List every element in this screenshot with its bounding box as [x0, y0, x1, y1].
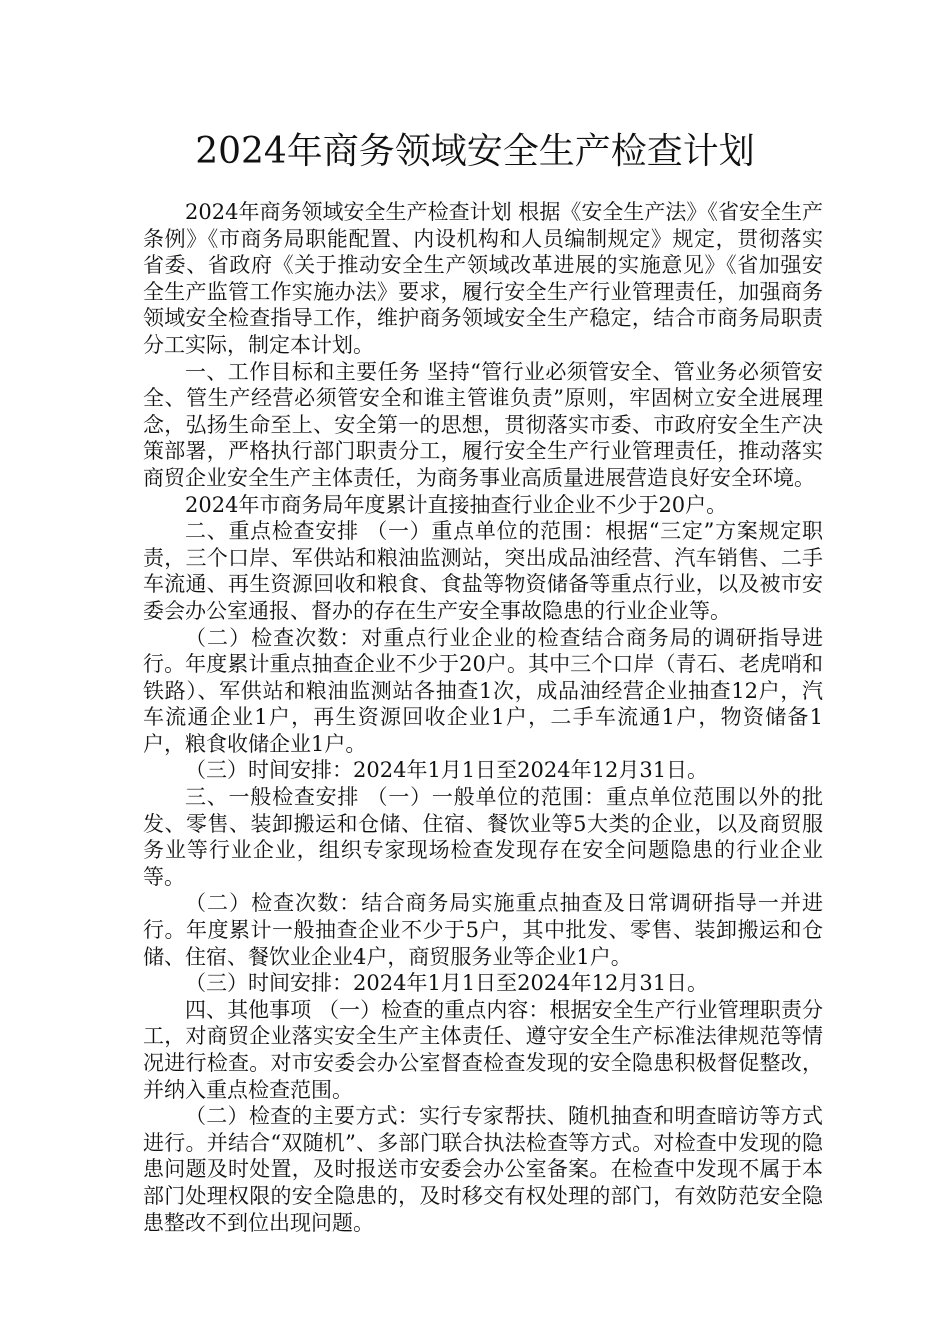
paragraph-section-3-schedule: （三）时间安排：2024年1月1日至2024年12月31日。 [185, 971, 709, 996]
paragraph-section-4-content: 四、其他事项 （一）检查的重点内容：根据安全生产行业管理职责分工，对商贸企业落实安全生产主体责任、遵守安全生产标准法律规范等情况进行检查。对市安委会办公室督查检查发现的安全隐患积极督促整改，并纳入重点检查范围。 [143, 997, 823, 1102]
paragraph-section-1: 一、工作目标和主要任务 坚持“管行业必须管安全、管业务必须管安全、管生产经营必须管安全和谁主管谁负责”原则，牢固树立安全进展理念，弘扬生命至上、安全第一的思想，贯彻落实市委、市政府安全生产决策部署，严格执行部门职责分工，履行安全生产行业管理责任，推动落实商贸企业安全生产主体责任，为商务事业高质量进展营造良好安全环境。 [143, 359, 823, 490]
paragraph-section-3-scope: 三、一般检查安排 （一）一般单位的范围：重点单位范围以外的批发、零售、装卸搬运和仓储、住宿、餐饮业等5大类的企业，以及商贸服务业等行业企业，组织专家现场检查发现存在安全问题隐患的行业企业等。 [143, 785, 823, 889]
paragraph-section-2-schedule: （三）时间安排：2024年1月1日至2024年12月31日。 [185, 758, 709, 783]
document-body [143, 199, 823, 1236]
paragraph-section-4-methods: （二）检查的主要方式：实行专家帮扶、随机抽查和明查暗访等方式进行。并结合“双随机”、多部门联合执法检查等方式。对检查中发现的隐患问题及时处置，及时报送市安委会办公室备案。在检查中发现不属于本部门处理权限的安全隐患的，及时移交有权处理的部门，有效防范安全隐患整改不到位出现问题。 [143, 1104, 823, 1235]
paragraph-section-2-scope: 二、重点检查安排 （一）重点单位的范围：根据“三定”方案规定职责，三个口岸、军供站和粮油监测站，突出成品油经营、汽车销售、二手车流通、再生资源回收和粮食、食盐等物资储备等重点行业，以及被市安委会办公室通报、督办的存在生产安全事故隐患的行业企业等。 [143, 519, 823, 623]
paragraph-intro: 2024年商务领域安全生产检查计划 根据《安全生产法》《省安全生产条例》《市商务局职能配置、内设机构和人员编制规定》规定，贯彻落实省委、省政府《关于推动安全生产领域改革进展的实施意见》《省加强安全生产监管工作实施办法》要求，履行安全生产行业管理责任，加强商务领域安全检查指导工作，维护商务领域安全生产稳定，结合市商务局职责分工实际，制定本计划。 [143, 200, 823, 357]
paragraph-annual-target: 2024年市商务局年度累计直接抽查行业企业不少于20户。 [185, 492, 728, 517]
paragraph-section-3-frequency: （二）检查次数：结合商务局实施重点抽查及日常调研指导一并进行。年度累计一般抽查企业不少于5户，其中批发、零售、装卸搬运和仓储、住宿、餐饮业企业4户，商贸服务业等企业1户。 [143, 891, 823, 969]
document-title: 2024年商务领域安全生产检查计划 [195, 131, 755, 172]
paragraph-section-2-frequency: （二）检查次数：对重点行业企业的检查结合商务局的调研指导进行。年度累计重点抽查企业不少于20户。其中三个口岸（青石、老虎哨和铁路）、军供站和粮油监测站各抽查1次，成品油经营企业抽查12户，汽车流通企业1户，再生资源回收企业1户，二手车流通1户，物资储备1户，粮食收储企业1户。 [143, 625, 823, 756]
